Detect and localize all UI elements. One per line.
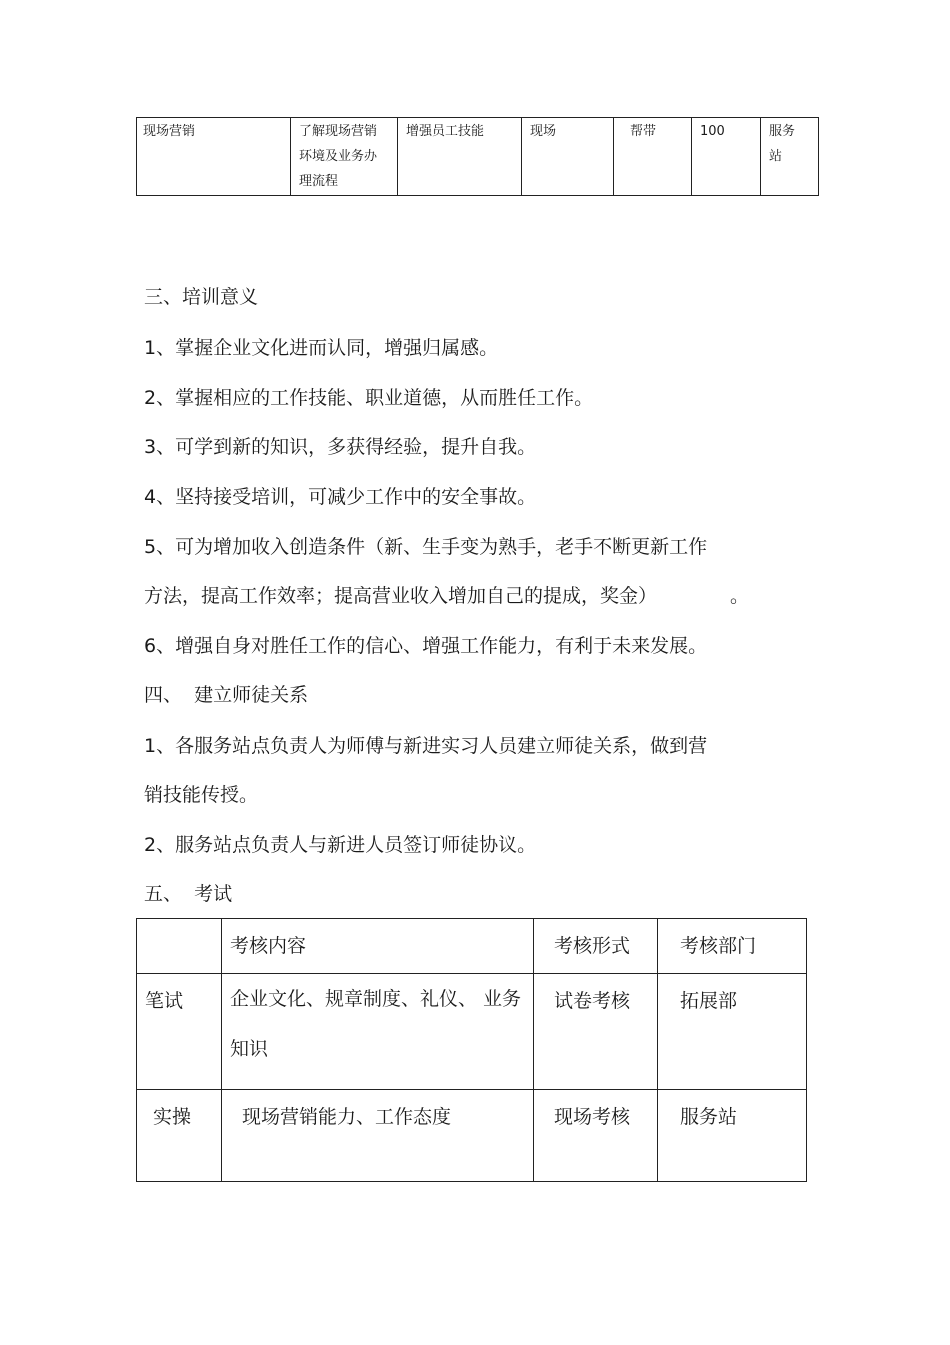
paragraph: 3、可学到新的知识，多获得经验，提升自我。: [144, 436, 537, 458]
cell-text: 企业文化、规章制度、礼仪、 业务知识: [230, 988, 522, 1060]
table-row: [137, 974, 807, 1090]
paragraph: 5、可为增加收入创造条件（新、生手变为熟手，老手不断更新工作: [144, 536, 708, 558]
table-cell: 了解现场营销环境及业务办理流程: [291, 118, 398, 196]
paragraph: 销技能传授。: [144, 784, 259, 806]
table-header-cell: 考核部门: [658, 919, 807, 974]
training-plan-table: [136, 117, 819, 196]
paragraph: 4、坚持接受培训，可减少工作中的安全事故。: [144, 486, 537, 508]
table-cell: 增强员工技能: [398, 118, 522, 196]
table-cell: 拓展部: [658, 974, 807, 1090]
table-header-cell: 考核内容: [222, 919, 534, 974]
table-cell: 现场考核: [534, 1090, 658, 1182]
table-cell: 试卷考核: [534, 974, 658, 1090]
table-row: [137, 1090, 807, 1182]
paragraph: 2、服务站点负责人与新进人员签订师徒协议。: [144, 834, 537, 856]
paragraph: 6、增强自身对胜任工作的信心、增强工作能力，有利于未来发展。: [144, 635, 708, 657]
table-cell: 现场营销能力、工作态度: [222, 1090, 534, 1182]
table-row: [137, 118, 819, 196]
paragraph: 。: [730, 585, 750, 607]
table-cell: 帮带: [614, 118, 692, 196]
paragraph: 方法，提高工作效率；提高营业收入增加自己的提成，奖金）: [144, 585, 658, 607]
table-cell: 实操: [137, 1090, 222, 1182]
table-cell: 现场: [522, 118, 614, 196]
section-heading: 三、培训意义: [144, 286, 259, 308]
table-cell: 服务站: [658, 1090, 807, 1182]
section-heading: 五、 考试: [144, 883, 233, 905]
table-header-cell: 考核形式: [534, 919, 658, 974]
table-cell: 100: [692, 118, 761, 196]
paragraph: 1、各服务站点负责人为师傅与新进实习人员建立师徒关系，做到营: [144, 735, 708, 757]
table-header-row: [137, 919, 807, 974]
exam-table: [136, 918, 807, 1182]
table-cell: [222, 974, 534, 1090]
table-cell: 服务站: [761, 118, 819, 196]
paragraph: 1、掌握企业文化进而认同，增强归属感。: [144, 337, 499, 359]
paragraph: 2、掌握相应的工作技能、职业道德，从而胜任工作。: [144, 387, 594, 409]
table-cell: 笔试: [137, 974, 222, 1090]
table-header-cell: [137, 919, 222, 974]
table-cell: 现场营销: [137, 118, 291, 196]
section-heading: 四、 建立师徒关系: [144, 684, 309, 706]
